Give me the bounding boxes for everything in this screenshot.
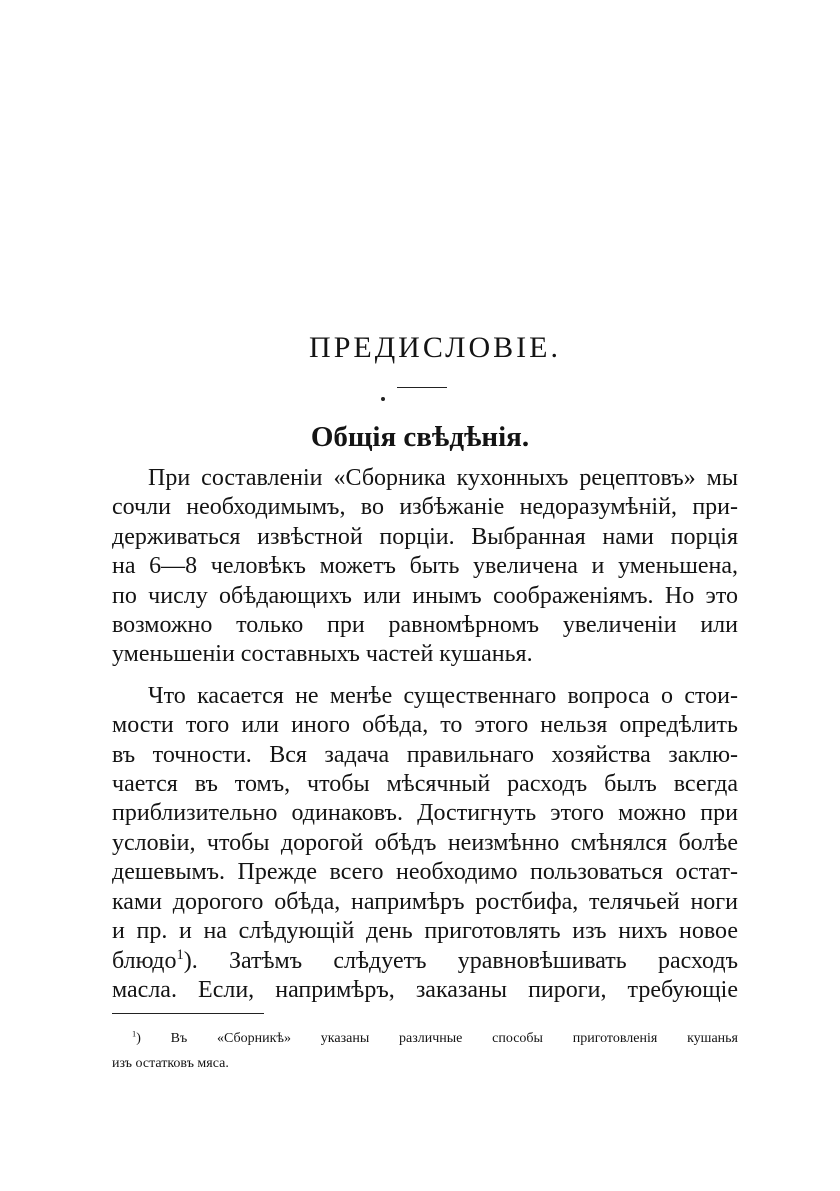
text-line: въ точности. Вся задача правильнаго хозяйства заклю-	[112, 741, 738, 768]
footnote-text: ) Въ «Сборникѣ» указаны различные способы приготовленія кушанья	[136, 1031, 738, 1046]
footnote-separator	[112, 1013, 264, 1014]
text-line: условіи, чтобы дорогой обѣдъ неизмѣнно смѣнялся болѣе	[112, 829, 738, 856]
footnote-marker: 1	[132, 1029, 137, 1039]
footnote-line: изъ остатковъ мяса.	[112, 1056, 229, 1071]
text-line: и пр. и на слѣдующій день приготовлять изъ нихъ новое	[112, 918, 738, 945]
text-line: возможно только при равномѣрномъ увеличеніи или	[112, 612, 738, 639]
text-fragment: ). Затѣмъ слѣдуетъ уравновѣшивать расходъ	[183, 947, 738, 974]
heading-ornament-rule	[397, 387, 447, 388]
text-line: приблизительно одинаковъ. Достигнуть этого можно при	[112, 800, 738, 827]
text-line: масла. Если, напримѣръ, заказаны пироги, требующіе	[112, 976, 738, 1003]
text-fragment: блюдо	[112, 947, 177, 974]
text-line: по числу обѣдающихъ или инымъ соображеніямъ. Но это	[112, 582, 738, 609]
footnotes	[112, 1026, 738, 1076]
text-line: ками дорогого обѣда, напримѣръ ростбифа, телячьей ноги	[112, 888, 738, 915]
text-line: При составленіи «Сборника кухонныхъ рецептовъ» мы	[148, 465, 738, 491]
paragraph-1	[112, 464, 738, 670]
text-line: Что касается не менѣе существеннаго вопроса о стои-	[148, 682, 738, 709]
text-line: держиваться извѣстной порціи. Выбранная нами порція	[112, 523, 738, 550]
heading-ornament-dot	[381, 397, 385, 401]
text-line: мости того или иного обѣда, то этого нельзя опредѣлить	[112, 712, 738, 739]
footnote-reference[interactable]: 1	[176, 946, 184, 963]
section-subheading: Общія свѣдѣнія.	[310, 421, 530, 453]
body-text	[112, 464, 738, 1005]
text-line: на 6—8 человѣкъ можетъ быть увеличена и уменьшена,	[112, 553, 738, 580]
text-line: сочли необходимымъ, во избѣжаніе недоразумѣній, при-	[112, 494, 738, 521]
text-line-with-footnote	[112, 947, 738, 976]
chapter-heading: ПРЕДИСЛОВІЕ.	[309, 331, 561, 364]
text-line: уменьшеніи составныхъ частей кушанья.	[112, 641, 533, 668]
text-line: чается въ томъ, чтобы мѣсячный расходъ былъ всегда	[112, 771, 738, 798]
footnote-line	[112, 1026, 738, 1051]
paragraph-2	[112, 682, 738, 1005]
text-line: дешевымъ. Прежде всего необходимо пользоваться остат-	[112, 859, 738, 886]
